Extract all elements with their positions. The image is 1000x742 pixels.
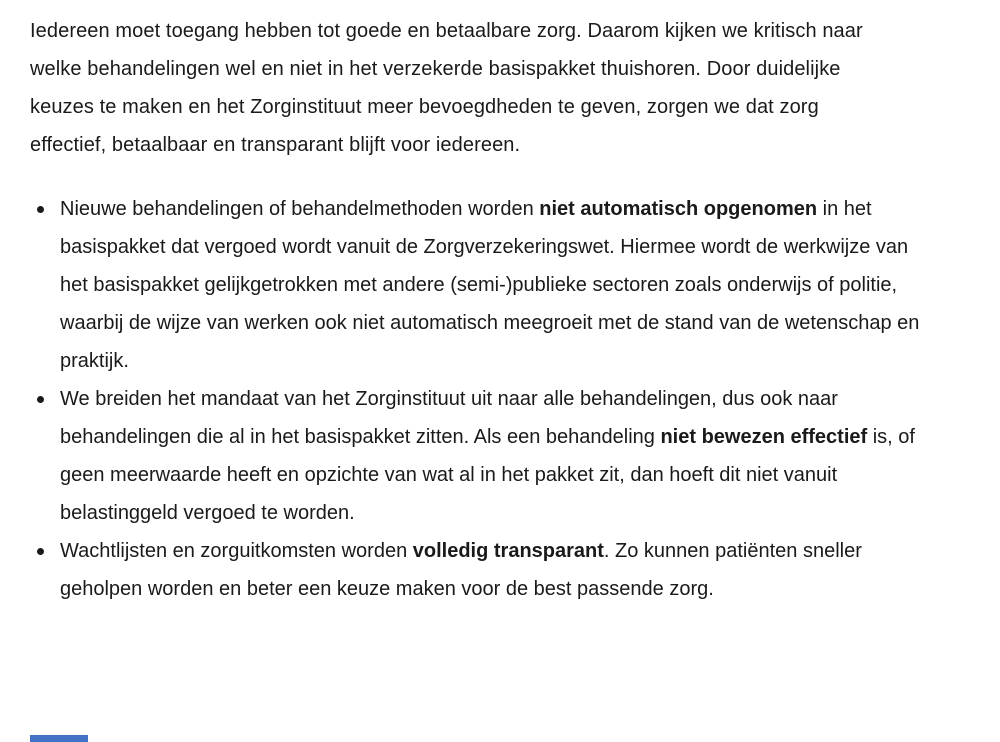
intro-paragraph: Iedereen moet toegang hebben tot goede en betaalbare zorg. Daarom kijken we kritisch naar welke behandelingen wel en niet in het verzekerde basispakket thuishoren. Door duidelijke keuzes te maken en het Zorginstituut meer bevoegdheden te geven, zorgen we dat zorg effectief, betaalbaar en transparant blijft voor iedereen. <box>30 20 863 156</box>
bullet-list <box>30 190 928 608</box>
list-item: We breiden het mandaat van het Zorginstituut uit naar alle behandelingen, dus ook naar behandelingen die al in het basispakket zitten. Als een behandeling niet bewezen effectief is, of geen meerwaarde heeft en opzichte van wat al in het pakket zit, dan hoeft dit niet vanuit belastinggeld vergoed te worden. <box>30 380 928 532</box>
cropped-blue-bar <box>30 735 88 742</box>
list-item: Wachtlijsten en zorguitkomsten worden volledig transparant. Zo kunnen patiënten sneller geholpen worden en beter een keuze maken voor de best passende zorg. <box>30 532 928 608</box>
list-item: Nieuwe behandelingen of behandelmethoden worden niet automatisch opgenomen in het basispakket dat vergoed wordt vanuit de Zorgverzekeringswet. Hiermee wordt de werkwijze van het basispakket gelijkgetrokken met andere (semi-)publieke sectoren zoals onderwijs of politie, waarbij de wijze van werken ook niet automatisch meegroeit met de stand van de wetenschap en praktijk. <box>30 190 928 380</box>
